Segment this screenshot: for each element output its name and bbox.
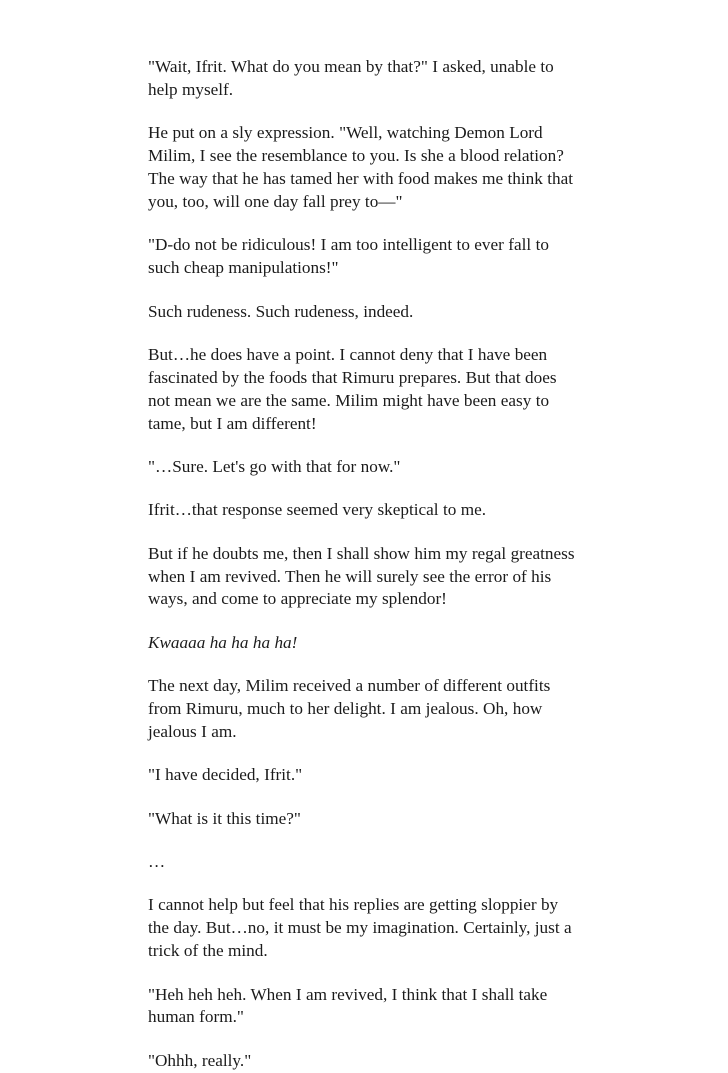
paragraph: The next day, Milim received a number of different outfits from Rimuru, much to her delight. I am jealous. Oh, how jealous I am. (148, 676, 551, 741)
paragraph: "Wait, Ifrit. What do you mean by that?" I asked, unable to help myself. (148, 57, 554, 99)
body-text-column (148, 56, 578, 1073)
paragraph: "I have decided, Ifrit." (148, 765, 303, 785)
paragraph: But if he doubts me, then I shall show him my regal greatness when I am revived. Then he will surely see the error of his ways, and come to appreciate my splendor! (148, 543, 575, 609)
paragraph: "Ohhh, really." (148, 1050, 252, 1070)
paragraph: "…Sure. Let's go with that for now." (148, 456, 401, 476)
paragraph: I cannot help but feel that his replies are getting sloppier by the day. But…no, it must be my imagination. Certainly, just a trick of the mind. (148, 895, 572, 961)
paragraph: Ifrit…that response seemed very skeptical to me. (148, 500, 487, 520)
paragraph: "Heh heh heh. When I am revived, I think that I shall take human form." (148, 984, 548, 1027)
paragraph: But…he does have a point. I cannot deny that I have been fascinated by the foods that Rimuru prepares. But that does not mean we are the same. Milim might have been easy to tame, but I am different! (148, 344, 557, 433)
paragraph: "D-do not be ridiculous! I am too intelligent to ever fall to such cheap manipulations!" (148, 235, 549, 278)
paragraph: Such rudeness. Such rudeness, indeed. (148, 301, 414, 321)
paragraph-ellipsis: … (148, 852, 166, 871)
paragraph-emphasis: Kwaaaa ha ha ha ha! (148, 632, 298, 652)
paragraph: "What is it this time?" (148, 808, 301, 828)
paragraph: He put on a sly expression. "Well, watching Demon Lord Milim, I see the resemblance to you. Is she a blood relation? The way that he has tamed her with food makes me think that you, too, will one day fall prey to—" (148, 123, 574, 211)
